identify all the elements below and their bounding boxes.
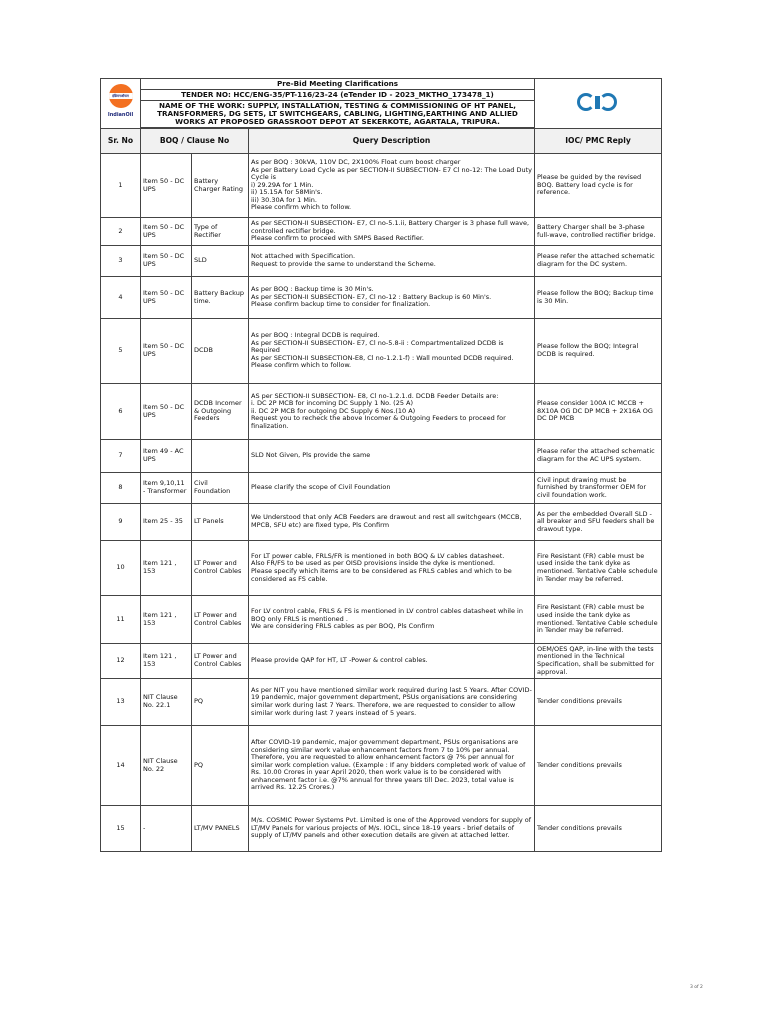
- query-line: SLD Not Given, Pls provide the same: [251, 451, 371, 460]
- row-query-description: [249, 596, 535, 644]
- row-boq-clause: Item 50 - DC UPS: [141, 384, 192, 440]
- row-sr-no: 7: [101, 440, 141, 473]
- row-category: LT Power and Control Cables: [192, 541, 249, 596]
- query-line: We are considering FRLS cables as per BOQ, Pls Confirm: [251, 622, 435, 631]
- row-sr-no: 6: [101, 384, 141, 440]
- query-line: i) 29.29A for 1 Min.: [251, 180, 314, 189]
- query-line: Also FR/FS to be used as per OISD provisions inside the dyke is mentioned.: [251, 559, 495, 568]
- row-query-description: [249, 154, 535, 218]
- row-boq-clause: Item 121 , 153: [141, 541, 192, 596]
- row-reply: Tender conditions prevails: [535, 806, 662, 852]
- row-boq-clause: Item 25 - 35: [141, 504, 192, 541]
- row-sr-no: 15: [101, 806, 141, 852]
- row-query-description: [249, 384, 535, 440]
- row-sr-no: 13: [101, 679, 141, 726]
- work-name: NAME OF THE WORK: SUPPLY, INSTALLATION, TESTING & COMMISSIONING OF HT PANEL, TRANSFORMERS, DG SETS, LT SWITCHGEARS, CABLING, LIGHTING,EARTHING AND ALLIED WORKS AT PROPOSED GRASSROOT DEPOT AT SEKERKOTE, AGARTALA, TRIPURA.: [141, 101, 535, 128]
- table-row: [101, 726, 662, 806]
- page-number: 3 of 2: [690, 985, 703, 990]
- row-reply: Battery Charger shall be 3-phase full-wave, controlled rectifier bridge.: [535, 218, 662, 246]
- row-sr-no: 4: [101, 277, 141, 319]
- query-line: M/s. COSMIC Power Systems Pvt. Limited is one of the Approved vendors for supply of LT/MV Panels for various projects of M/s. IOCL, since 18-19 years - brief details of supply of LT/MV panels and other execution details are given at attached letter.: [251, 816, 532, 840]
- row-reply: Please follow the BOQ; Backup time is 30 Min.: [535, 277, 662, 319]
- row-sr-no: 5: [101, 319, 141, 384]
- query-line: As per SECTION-II SUBSECTION-E8, Cl no-1.2.1-f) : Wall mounted DCDB required.: [251, 353, 514, 362]
- row-category: DCDB: [192, 319, 249, 384]
- row-boq-clause: Item 50 - DC UPS: [141, 319, 192, 384]
- query-line: As per SECTION-II SUBSECTION- E7, Cl no-5.1.ii, Battery Charger is 3 phase full wave, controlled rectifier bridge.: [251, 219, 530, 235]
- row-query-description: [249, 218, 535, 246]
- query-line: Request you to recheck the above Incomer & Outgoing Feeders to proceed for finalization.: [251, 414, 506, 430]
- row-query-description: [249, 679, 535, 726]
- row-reply: Please refer the attached schematic diagram for the AC UPS system.: [535, 440, 662, 473]
- row-reply: OEM/OES QAP, in-line with the tests mentioned in the Technical Specification, shall be submitted for approval.: [535, 644, 662, 679]
- row-sr-no: 2: [101, 218, 141, 246]
- table-row: [101, 154, 662, 218]
- row-category: [192, 440, 249, 473]
- table-row: [101, 679, 662, 726]
- table-row: [101, 644, 662, 679]
- row-query-description: [249, 440, 535, 473]
- row-sr-no: 1: [101, 154, 141, 218]
- row-query-description: [249, 644, 535, 679]
- query-line: As per BOQ : Integral DCDB is required.: [251, 331, 380, 340]
- query-line: After COVID-19 pandemic, major government department, PSUs organisations are considering similar work value enhancement factors from 7 to 10% per annual. Therefore, you are requested to allow enhancement factors @ 7% per annual for similar work completion value. (Example : If any bidders completed work of value of Rs. 10.00 Crores in year April 2020, then work value is to be considered with enhancement factor i.e. @7% annual for three years till Dec. 2023, total value is arrived Rs. 12.25 Crores.): [251, 737, 526, 792]
- row-boq-clause: Item 49 - AC UPS: [141, 440, 192, 473]
- query-line: For LV control cable, FRLS & FS is mentioned in LV control cables datasheet while in BOQ only FRLS is mentioned .: [251, 607, 523, 623]
- clarifications-table: [100, 78, 662, 852]
- indianoil-logo: [101, 79, 141, 129]
- table-row: [101, 541, 662, 596]
- row-boq-clause: Item 9,10,11 - Transformer: [141, 473, 192, 504]
- row-query-description: [249, 473, 535, 504]
- row-boq-clause: Item 50 - DC UPS: [141, 154, 192, 218]
- row-reply: Fire Resistant (FR) cable must be used inside the tank dyke as mentioned. Tentative Cable schedule in Tender may be referred.: [535, 596, 662, 644]
- query-line: As per SECTION-II SUBSECTION- E7, Cl no-5.8-ii : Compartmentalized DCDB is Required: [251, 338, 504, 355]
- row-reply: As per the embedded Overall SLD - all breaker and SFU feeders shall be drawout type.: [535, 504, 662, 541]
- query-line: Please provide QAP for HT, LT -Power & control cables.: [251, 656, 428, 665]
- row-sr-no: 14: [101, 726, 141, 806]
- table-row: [101, 596, 662, 644]
- query-line: ii. DC 2P MCB for outgoing DC Supply 6 Nos.(10 A): [251, 406, 416, 415]
- row-boq-clause: Item 50 - DC UPS: [141, 277, 192, 319]
- row-category: Civil Foundation: [192, 473, 249, 504]
- query-line: As per SECTION-II SUBSECTION- E7, Cl no-12 : Battery Backup is 60 Min's.: [251, 292, 492, 301]
- row-query-description: [249, 277, 535, 319]
- row-category: LT/MV PANELS: [192, 806, 249, 852]
- row-sr-no: 3: [101, 246, 141, 277]
- row-boq-clause: Item 121 , 153: [141, 596, 192, 644]
- row-sr-no: 8: [101, 473, 141, 504]
- row-reply: Please follow the BOQ; Integral DCDB is required.: [535, 319, 662, 384]
- row-reply: Please be guided by the revised BOQ. Battery load cycle is for reference.: [535, 154, 662, 218]
- col-header-boq: BOQ / Clause No: [141, 129, 249, 154]
- row-category: DCDB Incomer & Outgoing Feeders: [192, 384, 249, 440]
- indianoil-logo-text: IndianOil: [107, 111, 134, 118]
- row-category: Type of Rectifier: [192, 218, 249, 246]
- query-line: Please confirm which to follow.: [251, 361, 352, 370]
- query-line: Please confirm which to follow.: [251, 203, 352, 212]
- page-title: Pre-Bid Meeting Clarifications: [141, 79, 535, 90]
- row-reply: Tender conditions prevails: [535, 679, 662, 726]
- row-sr-no: 12: [101, 644, 141, 679]
- row-reply: Tender conditions prevails: [535, 726, 662, 806]
- query-line: Request to provide the same to understand the Scheme.: [251, 260, 436, 268]
- table-row: [101, 806, 662, 852]
- query-line: i. DC 2P MCB for incoming DC Supply 1 No. (25 A): [251, 399, 414, 408]
- indianoil-logo-band-text: इंडियनऑयल: [112, 93, 129, 98]
- row-boq-clause: Item 50 - DC UPS: [141, 218, 192, 246]
- row-category: Battery Charger Rating: [192, 154, 249, 218]
- row-boq-clause: Item 121 , 153: [141, 644, 192, 679]
- row-sr-no: 9: [101, 504, 141, 541]
- table-row: [101, 473, 662, 504]
- row-query-description: [249, 806, 535, 852]
- row-category: PQ: [192, 679, 249, 726]
- row-query-description: [249, 504, 535, 541]
- query-line: ii) 15.15A for 58Min's.: [251, 188, 323, 197]
- row-reply: Please refer the attached schematic diagram for the DC system.: [535, 246, 662, 277]
- row-sr-no: 11: [101, 596, 141, 644]
- query-line: For LT power cable, FRLS/FR is mentioned in both BOQ & LV cables datasheet.: [251, 551, 505, 560]
- query-line: As per NIT you have mentioned similar work required during last 5 Years. After COVID-19 pandemic, major government department, PSUs organisations are considering similar work during last 7 Years. Therefore, we are requested to consider to allow similar work during last 7 years instead of 5 years.: [251, 685, 532, 717]
- row-boq-clause: -: [141, 806, 192, 852]
- row-query-description: [249, 726, 535, 806]
- table-row: [101, 504, 662, 541]
- query-line: Please clarify the scope of Civil Foundation: [251, 483, 391, 492]
- row-boq-clause: NIT Clause No. 22: [141, 726, 192, 806]
- table-row: [101, 218, 662, 246]
- row-category: PQ: [192, 726, 249, 806]
- row-category: LT Panels: [192, 504, 249, 541]
- col-header-sr: Sr. No: [101, 129, 141, 154]
- pmc-logo: [535, 79, 662, 129]
- row-reply: Civil input drawing must be furnished by transformer OEM for civil foundation work.: [535, 473, 662, 504]
- table-row: [101, 384, 662, 440]
- row-sr-no: 10: [101, 541, 141, 596]
- query-line: As per Battery Load Cycle as per SECTION-II SUBSECTION- E7 Cl no-12: The Load Duty Cycle is: [251, 165, 532, 182]
- table-row: [101, 246, 662, 277]
- row-category: LT Power and Control Cables: [192, 644, 249, 679]
- row-reply: Please consider 100A IC MCCB + 8X10A OG DC DP MCB + 2X16A OG DC DP MCB: [535, 384, 662, 440]
- query-line: Not attached with Specification.: [251, 252, 356, 261]
- row-boq-clause: Item 50 - DC UPS: [141, 246, 192, 277]
- query-line: Please specify which items are to be considered as FRLS cables and which to be considered as FS cable.: [251, 567, 512, 583]
- query-line: Please confirm to proceed with SMPS Based Rectifier.: [251, 234, 424, 243]
- table-row: [101, 277, 662, 319]
- col-header-reply: IOC/ PMC Reply: [535, 129, 662, 154]
- clarifications-sheet: [100, 78, 661, 852]
- query-line: We Understood that only ACB Feeders are drawout and rest all switchgears (MCCB, MPCB, SFU etc) are fixed type, Pls Confirm: [251, 513, 522, 529]
- row-category: LT Power and Control Cables: [192, 596, 249, 644]
- row-category: Battery Backup time.: [192, 277, 249, 319]
- query-line: As per BOQ : 30kVA, 110V DC, 2X100% Float cum boost charger: [251, 157, 461, 166]
- tender-number: TENDER NO: HCC/ENG-35/PT-116/23-24 (eTender ID - 2023_MKTHO_173478_1): [141, 90, 535, 101]
- table-row: [101, 319, 662, 384]
- col-header-query: Query Description: [249, 129, 535, 154]
- row-boq-clause: NIT Clause No. 22.1: [141, 679, 192, 726]
- row-query-description: [249, 246, 535, 277]
- row-category: SLD: [192, 246, 249, 277]
- row-query-description: [249, 541, 535, 596]
- query-line: Please confirm backup time to consider for finalization.: [251, 300, 431, 309]
- query-line: iii) 30.30A for 1 Min.: [251, 195, 317, 204]
- query-line: AS per SECTION-II SUBSECTION- E8, Cl no-1.2.1.d. DCDB Feeder Details are:: [251, 391, 499, 400]
- table-row: [101, 440, 662, 473]
- query-line: As per BOQ : Backup time is 30 Min's.: [251, 285, 374, 294]
- row-reply: Fire Resistant (FR) cable must be used inside the tank dyke as mentioned. Tentative Cable schedule in Tender may be referred.: [535, 541, 662, 596]
- row-query-description: [249, 319, 535, 384]
